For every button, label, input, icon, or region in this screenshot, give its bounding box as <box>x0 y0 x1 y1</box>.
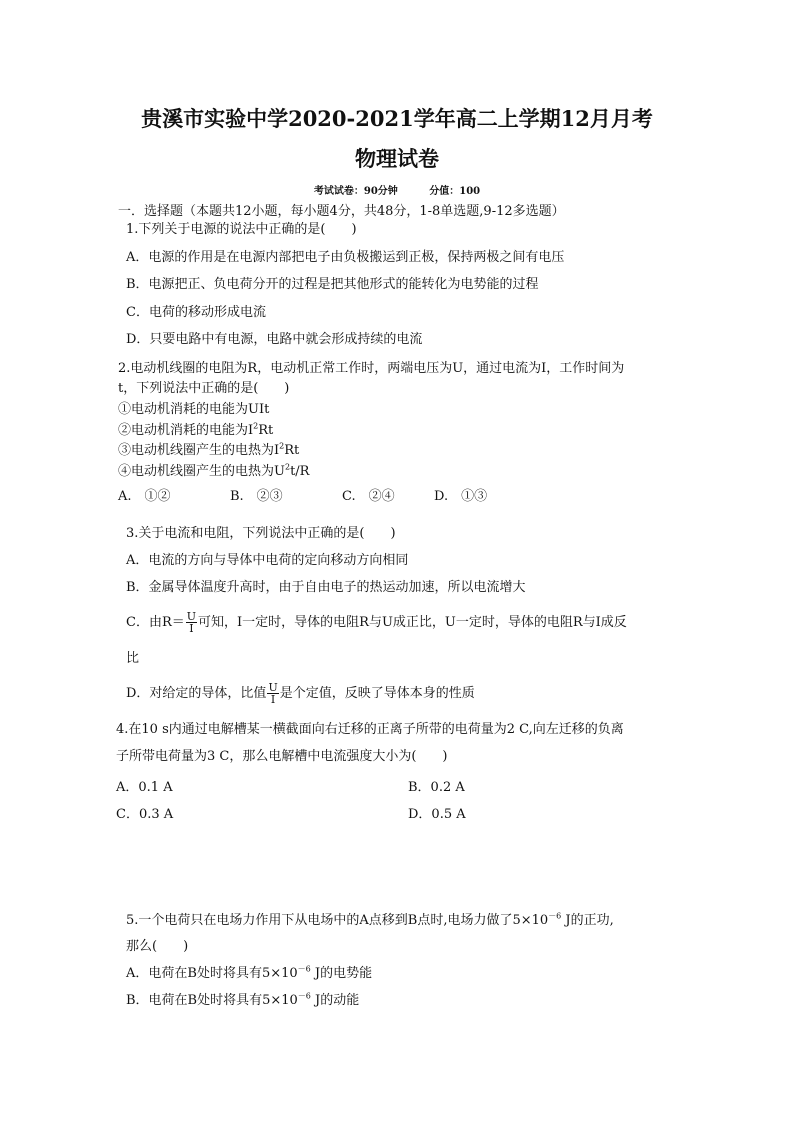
q3-option-b: B．金属导体温度升高时，由于自由电子的热运动加速，所以电流增大 <box>126 580 526 595</box>
q3-fraction-r: $\frac{U}{I}$ <box>186 610 197 635</box>
q2-option-b: B. ②③ <box>230 489 283 504</box>
q3-option-c-continued: 比 <box>126 651 140 666</box>
q2-statement-3: ③电动机线圈产生的电热为$I^2Rt$ <box>118 441 300 458</box>
q2-option-d: D. ①③ <box>434 489 488 504</box>
q4-option-a: A．0.1 A <box>116 780 173 795</box>
page-title: 贵溪市实验中学2020-2021学年高二上学期12月月考 <box>141 106 653 131</box>
q4-option-c: C．0.3 A <box>116 807 174 822</box>
q2-statement-4: ④电动机线圈产生的电热为$U^2t/R$ <box>118 462 310 479</box>
q3-option-c: C．由R＝ $\frac{U}{I}$ 可知，I一定时，导体的电阻R与U成正比，U一定时，导体的电阻R与I成反 <box>126 610 627 635</box>
q1-option-d: D．只要电路中有电源，电路中就会形成持续的电流 <box>126 332 423 347</box>
q4-stem-line1: 4.在10 s内通过电解槽某一横截面向右迁移的正离子所带的电荷量为2 C,向左迁移的负离 <box>116 722 624 737</box>
q1-option-c: C．电荷的移动形成电流 <box>126 305 266 320</box>
q4-option-b: B．0.2 A <box>408 780 465 795</box>
exam-time: 考试试卷：90分钟 <box>313 186 398 197</box>
q1-option-b: B．电源把正、负电荷分开的过程是把其他形式的能转化为电势能的过程 <box>126 277 539 292</box>
q2-statement-1: ①电动机消耗的电能为UIt <box>118 402 270 417</box>
exam-info <box>0 182 794 197</box>
q1-option-a: A．电源的作用是在电源内部把电子由负极搬运到正极，保持两极之间有电压 <box>126 250 565 265</box>
q2-statement-2: ②电动机消耗的电能为$I^2Rt$ <box>118 421 274 438</box>
q3-stem: 3.关于电流和电阻，下列说法中正确的是( ) <box>126 526 396 541</box>
q2-option-c: C. ②④ <box>342 489 395 504</box>
q5-stem-line1: 5.一个电荷只在电场力作用下从电场中的A点移到B点时,电场力做了$5\times 10^{-6}$ J的正功, <box>126 911 614 928</box>
q2-option-a: A. ①② <box>118 489 171 504</box>
q3-option-a: A．电流的方向与导体中电荷的定向移动方向相同 <box>126 553 409 568</box>
q2-stem-line1: 2.电动机线圈的电阻为R，电动机正常工作时，两端电压为U，通过电流为I，工作时间为 <box>118 361 625 376</box>
exam-score: 分值：100 <box>429 186 481 197</box>
section-heading: 一．选择题（本题共12小题，每小题4分，共48分，1-8单选题,9-12多选题） <box>118 204 565 219</box>
q1-stem: 1.下列关于电源的说法中正确的是( ) <box>126 222 357 237</box>
q5-stem-line2: 那么( ) <box>126 939 189 954</box>
q3-fraction-ratio: $\frac{U}{I}$ <box>268 681 278 706</box>
q3-option-d: D．对给定的导体，比值 $\frac{U}{I}$ 是个定值，反映了导体本身的性质 <box>126 681 475 706</box>
q4-stem-line2: 子所带电荷量为3 C，那么电解槽中电流强度大小为( ) <box>116 749 448 764</box>
page-subtitle: 物理试卷 <box>355 146 439 171</box>
q5-option-a: A．电荷在B处时将具有$5\times 10^{-6}$ J的电势能 <box>126 964 373 981</box>
q2-stem-line2: t，下列说法中正确的是( ) <box>118 381 290 396</box>
q5-option-b: B．电荷在B处时将具有$5\times 10^{-6}$ J的动能 <box>126 991 360 1008</box>
q4-option-d: D．0.5 A <box>408 807 466 822</box>
